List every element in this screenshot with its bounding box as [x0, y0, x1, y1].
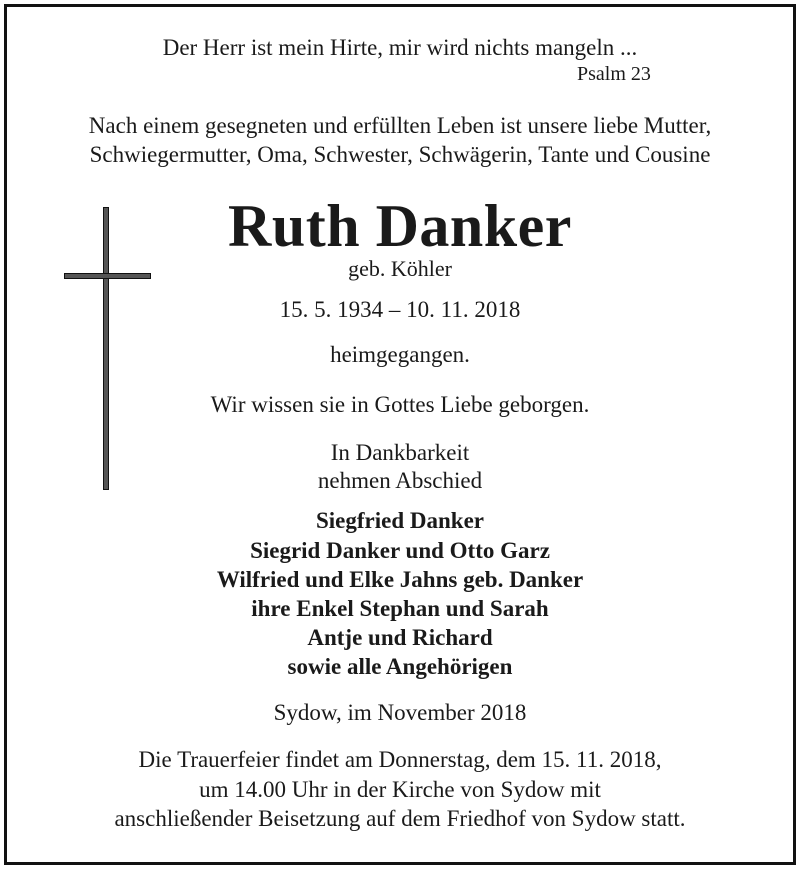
place-date: Sydow, im November 2018	[273, 700, 527, 725]
service-line-3: anschließender Beisetzung auf dem Friedhof von Sydow statt.	[114, 806, 686, 831]
mourner-6: sowie alle Angehörigen	[287, 654, 513, 679]
mourner-1: Siegfried Danker	[315, 508, 484, 533]
mourner-2: Siegrid Danker und Otto Garz	[250, 538, 550, 563]
status-text: heimgegangen.	[330, 342, 470, 367]
birth-name: geb. Köhler	[348, 256, 452, 281]
life-dates: 15. 5. 1934 – 10. 11. 2018	[279, 297, 521, 322]
faith-line: Wir wissen sie in Gottes Liebe geborgen.	[210, 392, 590, 417]
farewell-line-2: nehmen Abschied	[317, 468, 483, 493]
mourner-3: Wilfried und Elke Jahns geb. Danker	[216, 567, 584, 592]
psalm-quote: Der Herr ist mein Hirte, mir wird nichts mangeln ...	[162, 35, 638, 60]
intro-line-2: Schwiegermutter, Oma, Schwester, Schwägerin, Tante und Cousine	[89, 142, 711, 167]
mourner-4: ihre Enkel Stephan und Sarah	[251, 596, 549, 621]
intro-line-1: Nach einem gesegneten und erfüllten Leben ist unsere liebe Mutter,	[88, 113, 712, 138]
service-line-2: um 14.00 Uhr in der Kirche von Sydow mit	[199, 777, 601, 802]
mourner-5: Antje und Richard	[307, 625, 493, 650]
deceased-name: Ruth Danker	[228, 193, 572, 259]
farewell-line-1: In Dankbarkeit	[330, 440, 470, 465]
service-line-1: Die Trauerfeier findet am Donnerstag, dem 15. 11. 2018,	[138, 747, 662, 772]
psalm-source: Psalm 23	[577, 63, 651, 85]
